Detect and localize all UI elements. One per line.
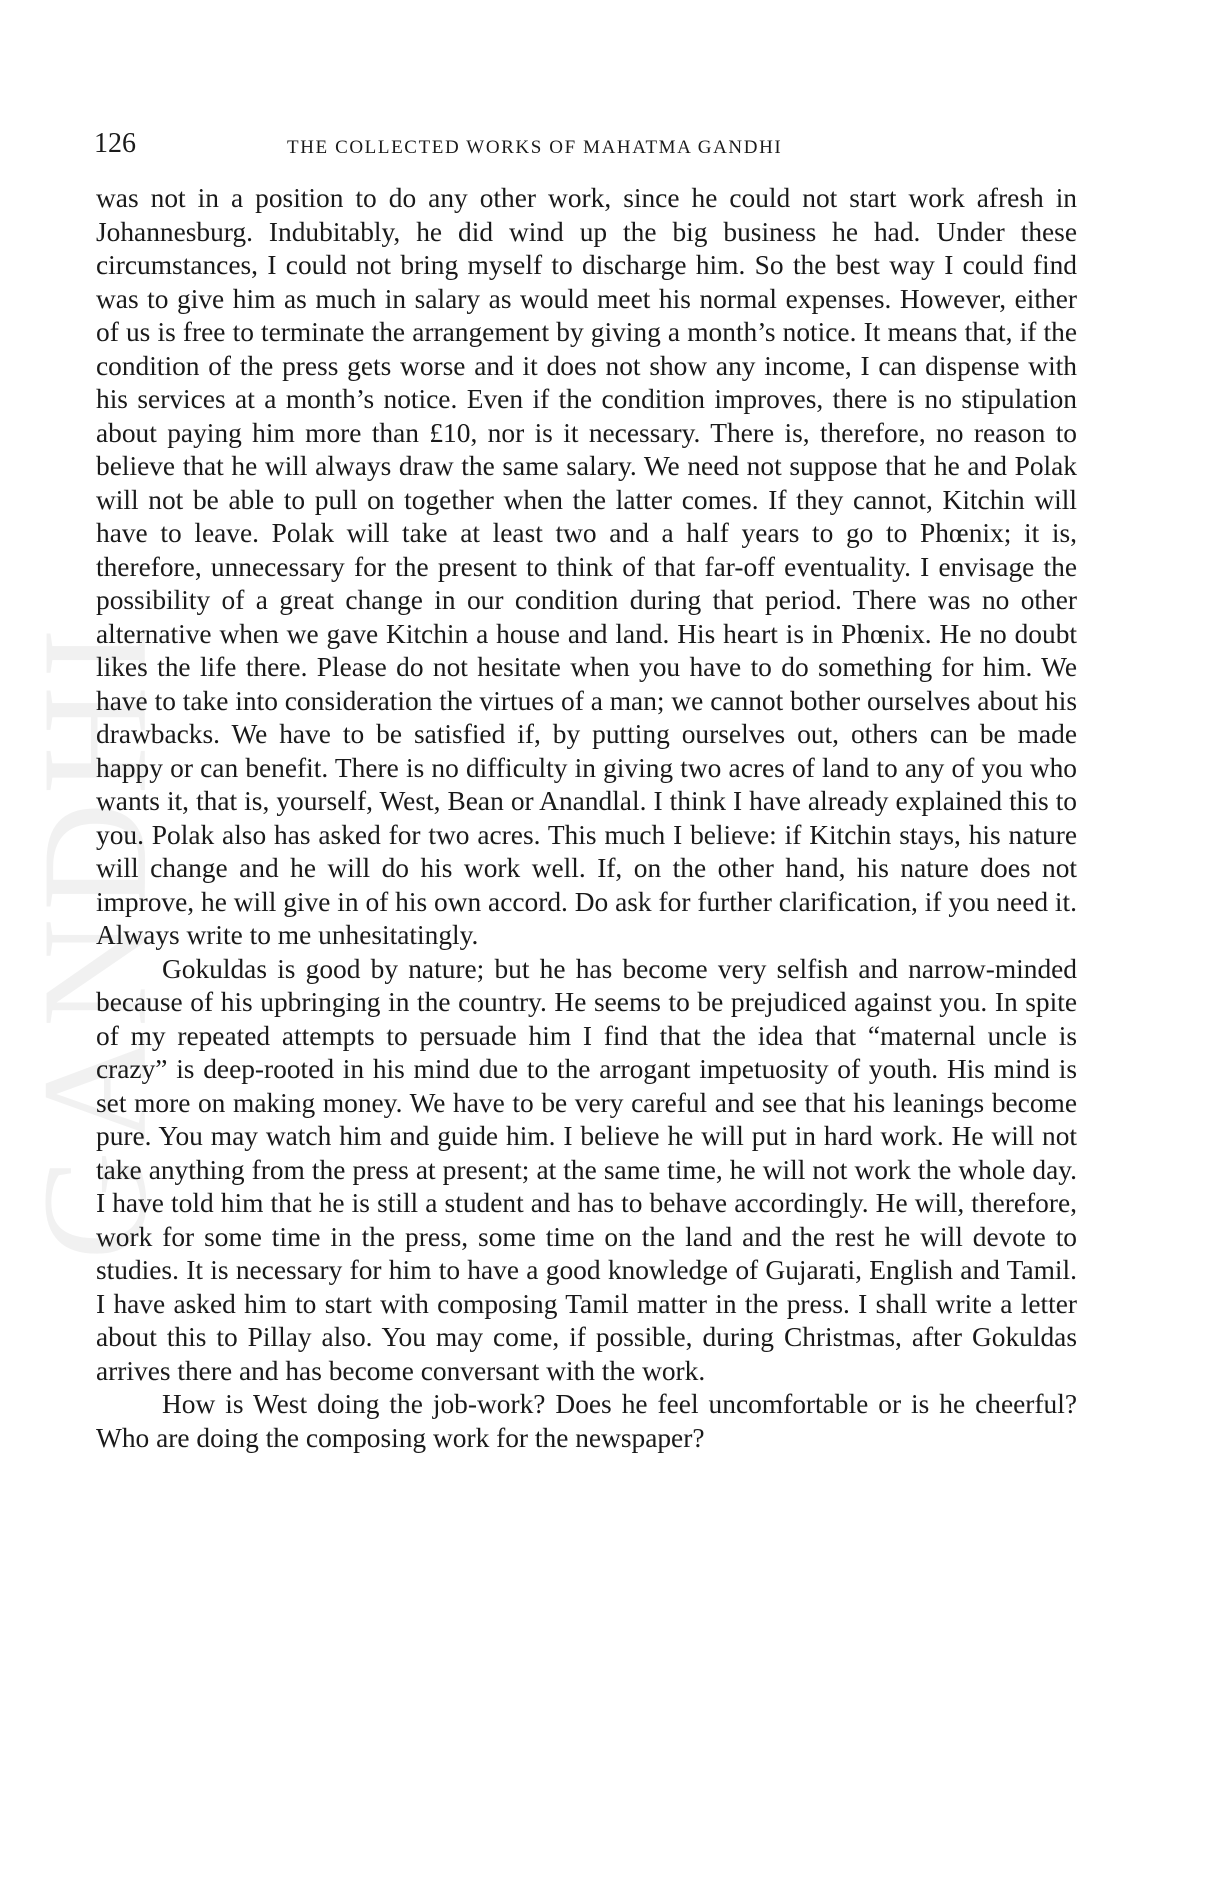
paragraph-1: was not in a position to do any other work, since he could not start work afresh in Johannesburg. Indubitably, he did wind up the big business he had. Under these circumstances, I could not bring myself to discharge him. So the best way I could find was to give him as much in salary as would meet his normal expenses. However, either of us is free to terminate the arrangement by giving a month’s notice. It means that, if the condition of the press gets worse and it does not show any income, I can dispense with his services at a month’s notice. Even if the condition improves, there is no stipulation about paying him more than £10, nor is it necessary. There is, therefore, no reason to believe that he will always draw the same salary. We need not suppose that he and Polak will not be able to pull on together when the latter comes. If they cannot, Kitchin will have to leave. Polak will take at least two and a half years to go to Phœnix; it is, therefore, unnecessary for the present to think of that far-off eventuality. I envisage the possibility of a great change in our condition during that period. There was no other alternative when we gave Kitchin a house and land. His heart is in Phœnix. He no doubt likes the life there. Please do not hesitate when you have to do something for him. We have to take into consideration the virtues of a man; we cannot bother ourselves about his drawbacks. We have to be satisfied if, by putting ourselves out, others can be made happy or can benefit. There is no difficulty in giving two acres of land to any of you who wants it, that is, yourself, West, Bean or Anandlal. I think I have already explained this to you. Polak also has asked for two acres. This much I believe: if Kitchin stays, his nature will change and he will do his work well. If, on the other hand, his nature does not improve, he will give in of his own accord. Do ask for further clarification, if you need it. Always write to me unhesitatingly. [96,183,1077,950]
page-header [94,128,1078,168]
running-head: THE COLLECTED WORKS OF MAHATMA GANDHI [287,137,783,158]
body-text [96,182,1077,1455]
watermark-text: GANDHI [12,620,179,1260]
paragraph-3: How is West doing the job-work? Does he feel uncomfortable or is he cheerful? Who are doing the composing work for the newspaper? [96,1389,1077,1453]
paragraph-2: Gokuldas is good by nature; but he has become very selfish and narrow-minded because of his upbringing in the country. He seems to be prejudiced against you. In spite of my repeated attempts to persuade him I find that the idea that “maternal uncle is crazy” is deep-rooted in his mind due to the arrogant impetuosity of youth. His mind is set more on making money. We have to be very careful and see that his leanings become pure. You may watch him and guide him. I believe he will put in hard work. He will not take anything from the press at present; at the same time, he will not work the whole day. I have told him that he is still a student and has to behave accordingly. He will, therefore, work for some time in the press, some time on the land and the rest he will devote to studies. It is necessary for him to have a good knowledge of Gujarati, English and Tamil. I have asked him to start with composing Tamil matter in the press. I shall write a letter about this to Pillay also. You may come, if possible, during Christmas, after Gokuldas arrives there and has become conversant with the work. [96,953,1077,1386]
page-number: 126 [94,128,136,159]
